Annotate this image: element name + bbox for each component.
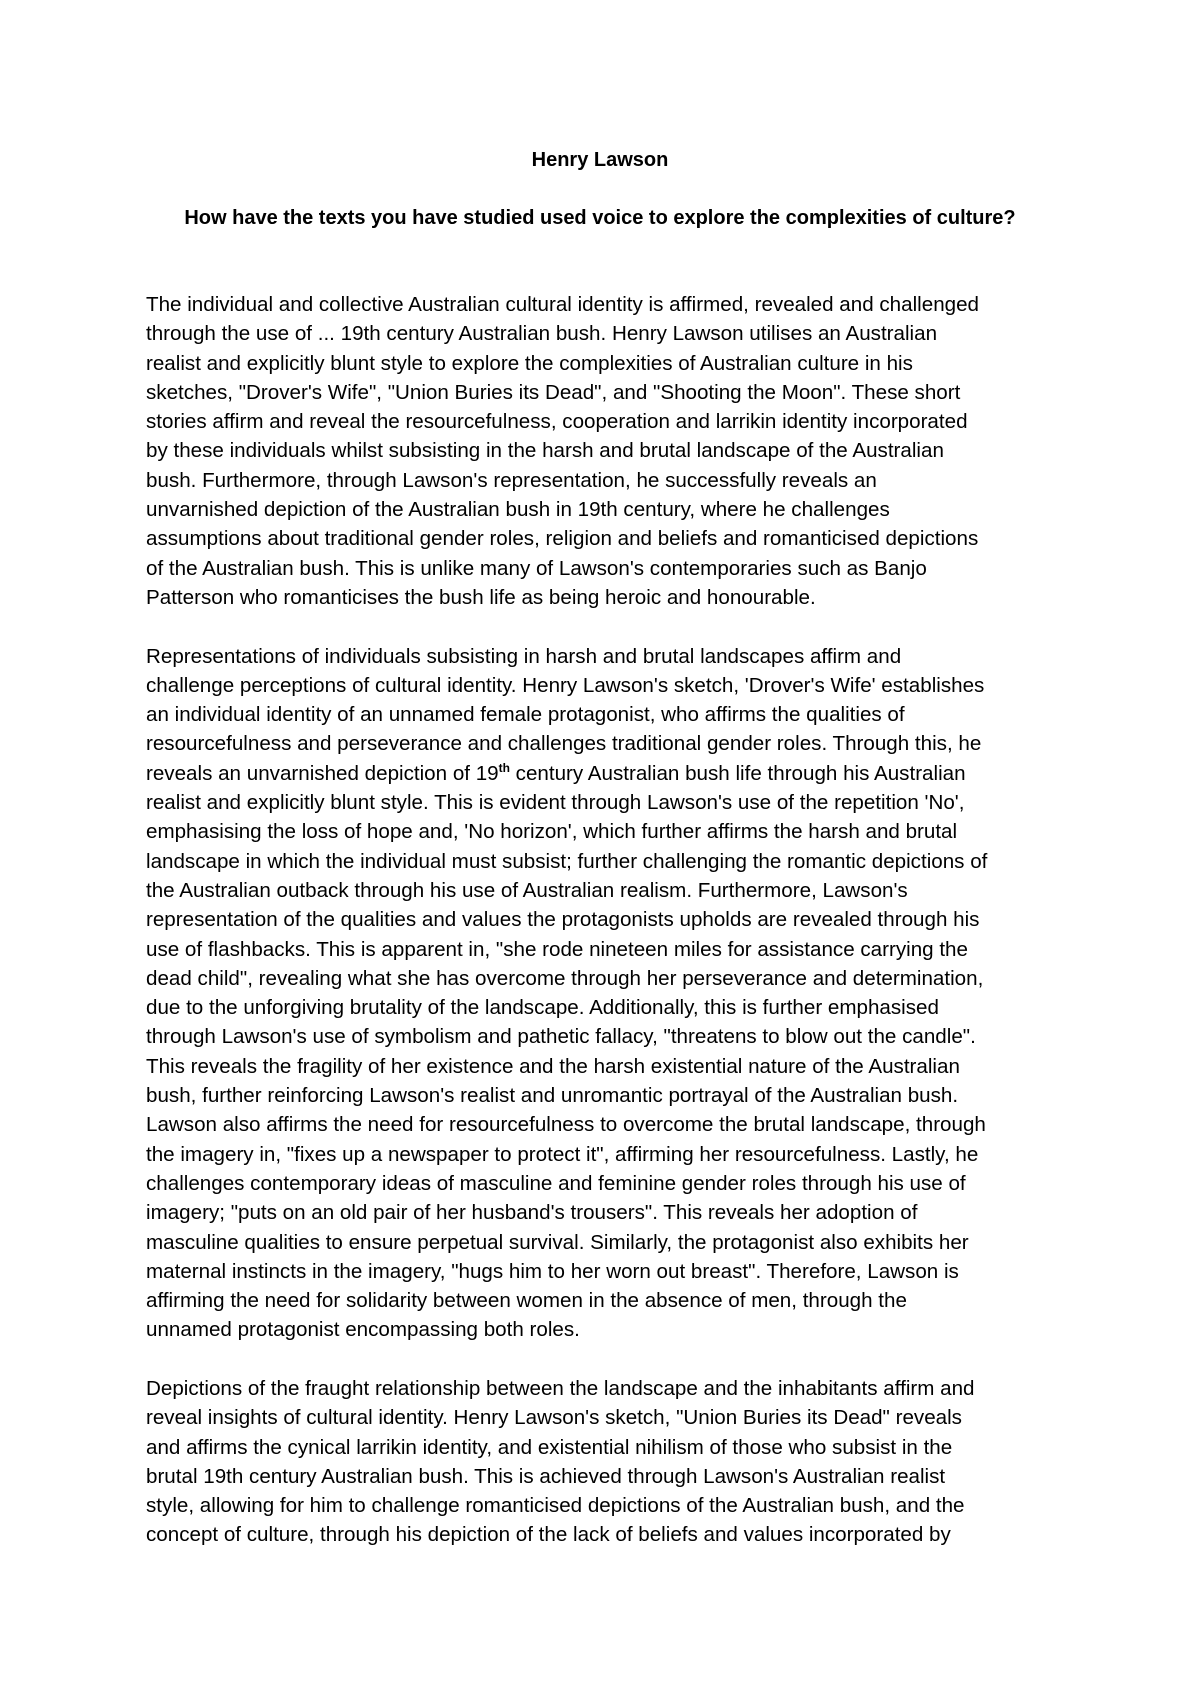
text-line: unnamed protagonist encompassing both roles. — [146, 1318, 580, 1342]
text-line: the imagery in, "fixes up a newspaper to protect it", affirming her resourcefulness. Lastly, he — [146, 1142, 979, 1166]
text-line: maternal instincts in the imagery, "hugs him to her worn out breast". Therefore, Lawson is — [146, 1259, 959, 1283]
line-end: century Australian bush life through his Australian — [509, 761, 966, 785]
text-line: Representations of individuals subsisting in harsh and brutal landscapes affirm and — [146, 644, 902, 668]
ordinal-superscript: th — [498, 760, 510, 775]
text-line: bush, further reinforcing Lawson's realist and unromantic portrayal of the Australian bush. — [146, 1084, 959, 1108]
document-title: Henry Lawson — [531, 149, 669, 171]
text-line: due to the unforgiving brutality of the landscape. Additionally, this is further emphasised — [146, 996, 939, 1020]
text-line: brutal 19th century Australian bush. This is achieved through Lawson's Australian realist — [146, 1464, 946, 1488]
text-line: representation of the qualities and values the protagonists upholds are revealed through his — [146, 908, 980, 932]
text-line: assumptions about traditional gender roles, religion and beliefs and romanticised depictions — [146, 527, 979, 551]
text-line: emphasising the loss of hope and, 'No horizon', which further affirms the harsh and brutal — [146, 820, 958, 844]
essay-body — [146, 290, 1081, 1579]
text-line: of the Australian bush. This is unlike many of Lawson's contemporaries such as Banjo — [146, 556, 927, 580]
paragraph-2 — [146, 642, 1081, 1345]
text-line: dead child", revealing what she has overcome through her perseverance and determination, — [146, 966, 984, 990]
text-line-with-superscript — [146, 759, 1081, 788]
paragraph-1 — [146, 290, 1081, 612]
text-line: Depictions of the fraught relationship between the landscape and the inhabitants affirm and — [146, 1376, 975, 1400]
text-line: challenges contemporary ideas of masculine and feminine gender roles through his use of — [146, 1171, 966, 1195]
text-line: This reveals the fragility of her existence and the harsh existential nature of the Australian — [146, 1054, 960, 1078]
text-line: style, allowing for him to challenge romanticised depictions of the Australian bush, and the — [146, 1494, 965, 1518]
line-start: reveals an unvarnished depiction of 19 — [146, 761, 499, 785]
text-line: reveal insights of cultural identity. Henry Lawson's sketch, "Union Buries its Dead" reveals — [146, 1406, 962, 1430]
paragraph-3 — [146, 1374, 1081, 1550]
text-line: imagery; "puts on an old pair of her husband's trousers". This reveals her adoption of — [146, 1201, 918, 1225]
text-line: concept of culture, through his depiction of the lack of beliefs and values incorporated by — [146, 1523, 951, 1547]
text-line: sketches, "Drover's Wife", "Union Buries its Dead", and "Shooting the Moon". These short — [146, 380, 961, 404]
text-line: through Lawson's use of symbolism and pathetic fallacy, "threatens to blow out the candle". — [146, 1025, 976, 1049]
essay-question: How have the texts you have studied used voice to explore the complexities of culture? — [184, 207, 1016, 229]
text-line: landscape in which the individual must subsist; further challenging the romantic depictions of — [146, 849, 988, 873]
text-line: use of flashbacks. This is apparent in, "she rode nineteen miles for assistance carrying the — [146, 937, 968, 961]
text-line: through the use of ... 19th century Australian bush. Henry Lawson utilises an Australian — [146, 322, 938, 346]
text-line: by these individuals whilst subsisting in the harsh and brutal landscape of the Australian — [146, 439, 944, 463]
text-line: resourcefulness and perseverance and challenges traditional gender roles. Through this, he — [146, 732, 982, 756]
text-line: Patterson who romanticises the bush life as being heroic and honourable. — [146, 585, 816, 609]
text-line: bush. Furthermore, through Lawson's representation, he successfully reveals an — [146, 468, 877, 492]
text-line: affirming the need for solidarity between women in the absence of men, through the — [146, 1289, 907, 1313]
text-line: realist and explicitly blunt style to explore the complexities of Australian culture in his — [146, 351, 913, 375]
text-line: the Australian outback through his use of Australian realism. Furthermore, Lawson's — [146, 878, 908, 902]
text-line: an individual identity of an unnamed female protagonist, who affirms the qualities of — [146, 703, 905, 727]
text-line: Lawson also affirms the need for resourcefulness to overcome the brutal landscape, through — [146, 1113, 986, 1137]
text-line: masculine qualities to ensure perpetual survival. Similarly, the protagonist also exhibits her — [146, 1230, 969, 1254]
text-line: unvarnished depiction of the Australian bush in 19th century, where he challenges — [146, 498, 890, 522]
text-line: The individual and collective Australian cultural identity is affirmed, revealed and challenged — [146, 293, 980, 316]
text-line: challenge perceptions of cultural identity. Henry Lawson's sketch, 'Drover's Wife' establishes — [146, 673, 985, 697]
text-line: realist and explicitly blunt style. This is evident through Lawson's use of the repetition 'No', — [146, 791, 965, 815]
text-line: and affirms the cynical larrikin identity, and existential nihilism of those who subsist in the — [146, 1435, 953, 1459]
text-line: stories affirm and reveal the resourcefulness, cooperation and larrikin identity incorporated — [146, 410, 968, 434]
